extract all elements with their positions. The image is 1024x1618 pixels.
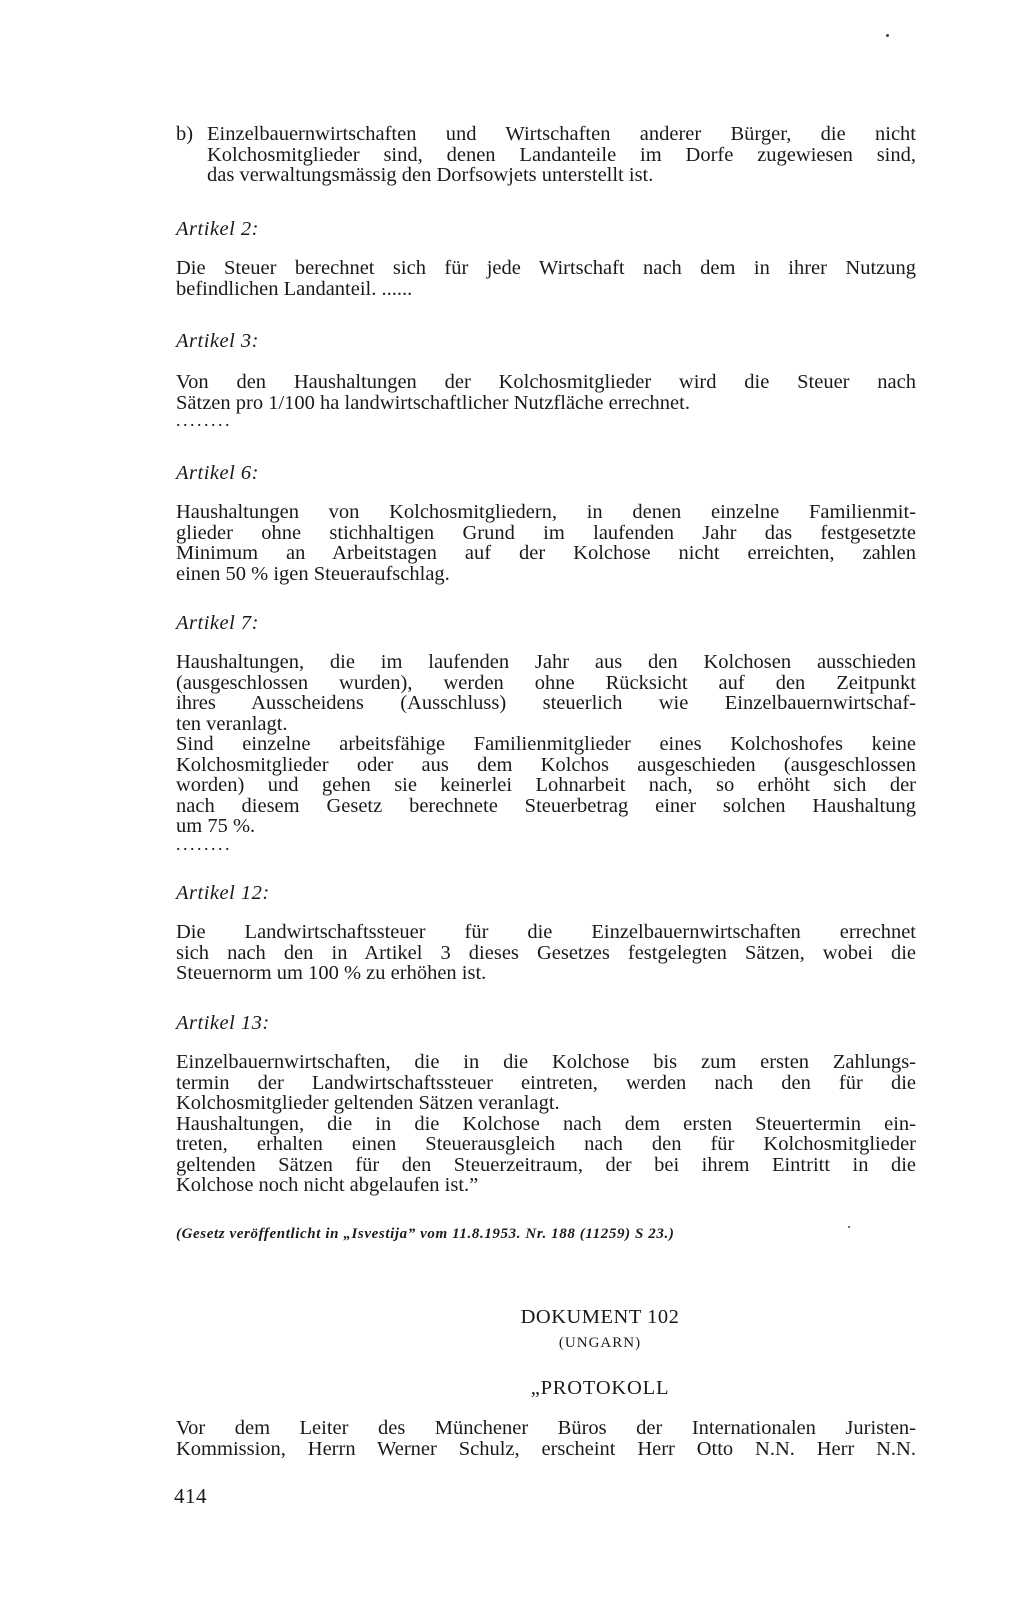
source-citation: (Gesetz veröffentlicht in „Isvestija” vom 11.8.1953. Nr. 188 (11259) S 23.) [176, 1226, 675, 1242]
document-country: (UNGARN) [558, 1335, 642, 1351]
article-text [176, 258, 916, 299]
text-line: Minimum an Arbeitstagen auf der Kolchose nicht erreichten, zahlen [176, 542, 916, 564]
text-line: um 75 %. [176, 815, 256, 837]
ellipsis-dots: ........ [176, 834, 232, 854]
article-text [176, 652, 916, 837]
text-line: ihres Ausscheidens (Ausschluss) steuerlich wie Einzelbauernwirtschaf- [176, 692, 916, 714]
text-line: Haushaltungen, die in die Kolchose nach dem ersten Steuertermin ein- [176, 1112, 916, 1135]
text-line: termin der Landwirtschaftssteuer eintreten, werden nach den für die [176, 1071, 916, 1094]
article-heading: Artikel 6: [176, 462, 259, 484]
text-line: Die Steuer berechnet sich für jede Wirtschaft nach dem in ihrer Nutzung [176, 257, 916, 279]
text-line: Kolchosmitglieder geltenden Sätzen veranlagt. [176, 1092, 560, 1114]
text-line: Haushaltungen von Kolchosmitgliedern, in denen einzelne Familienmit- [176, 501, 916, 523]
article-text [176, 372, 916, 413]
article-heading: Artikel 13: [176, 1012, 270, 1034]
list-item-body [207, 124, 916, 186]
text-line: Kommission, Herrn Werner Schulz, erscheint Herr Otto N.N. Herr N.N. [176, 1437, 916, 1460]
text-line: sich nach den in Artikel 3 dieses Gesetzes festgelegten Sätzen, wobei die [176, 941, 916, 964]
text-line: nach diesem Gesetz berechnete Steuerbetrag einer solchen Haushaltung [176, 794, 916, 817]
print-speck [886, 34, 889, 37]
article-text [176, 922, 916, 984]
page-number: 414 [174, 1484, 207, 1508]
ellipsis-dots: ........ [176, 410, 232, 430]
text-line: befindlichen Landanteil. ...... [176, 277, 413, 300]
article-text [176, 502, 916, 584]
article-heading: Artikel 7: [176, 612, 259, 634]
text-line: ten veranlagt. [176, 712, 288, 735]
article-heading: Artikel 2: [176, 218, 259, 240]
document-heading: „PROTOKOLL [530, 1377, 670, 1399]
text-line: Sind einzelne arbeitsfähige Familienmitglieder eines Kolchoshofes keine [176, 733, 916, 755]
text-line: Einzelbauernwirtschaften, die in die Kolchose bis zum ersten Zahlungs- [176, 1051, 916, 1073]
document-text [176, 1418, 916, 1459]
text-line: Von den Haushaltungen der Kolchosmitglieder wird die Steuer nach [176, 371, 916, 393]
article-text [176, 1052, 916, 1196]
article-heading: Artikel 12: [176, 882, 270, 904]
text-line: Vor dem Leiter des Münchener Büros der Internationalen Juristen- [176, 1417, 916, 1439]
document-title: DOKUMENT 102 [520, 1306, 680, 1328]
print-speck [848, 1226, 850, 1228]
text-line: (ausgeschlossen wurden), werden ohne Rücksicht auf den Zeitpunkt [176, 671, 916, 694]
text-line: Die Landwirtschaftssteuer für die Einzelbauernwirtschaften errechnet [176, 921, 916, 943]
text-line: Steuernorm um 100 % zu erhöhen ist. [176, 962, 487, 984]
text-line: Kolchose noch nicht abgelaufen ist.” [176, 1174, 479, 1196]
text-line: Kolchosmitglieder oder aus dem Kolchos ausgeschieden (ausgeschlossen [176, 753, 916, 776]
list-item-label: b) [176, 123, 194, 145]
text-line: Kolchosmitglieder sind, denen Landanteile im Dorfe zugewiesen sind, [207, 143, 916, 166]
text-line: glieder ohne stichhaltigen Grund im laufenden Jahr das festgesetzte [176, 521, 916, 544]
text-line: Sätzen pro 1/100 ha landwirtschaftlicher Nutzfläche errechnet. [176, 391, 690, 414]
text-line: treten, erhalten einen Steuerausgleich nach den für Kolchosmitglieder [176, 1133, 916, 1155]
text-line: einen 50 % igen Steueraufschlag. [176, 562, 450, 585]
text-line: worden) und gehen sie keinerlei Lohnarbeit nach, so erhöht sich der [176, 774, 916, 796]
text-line: das verwaltungsmässig den Dorfsowjets unterstellt ist. [207, 164, 654, 186]
text-line: Haushaltungen, die im laufenden Jahr aus den Kolchosen ausschieden [176, 651, 916, 673]
text-line: Einzelbauernwirtschaften und Wirtschaften anderer Bürger, die nicht [207, 123, 916, 145]
article-heading: Artikel 3: [176, 330, 259, 352]
text-line: geltenden Sätzen für den Steuerzeitraum, der bei ihrem Eintritt in die [176, 1153, 916, 1176]
